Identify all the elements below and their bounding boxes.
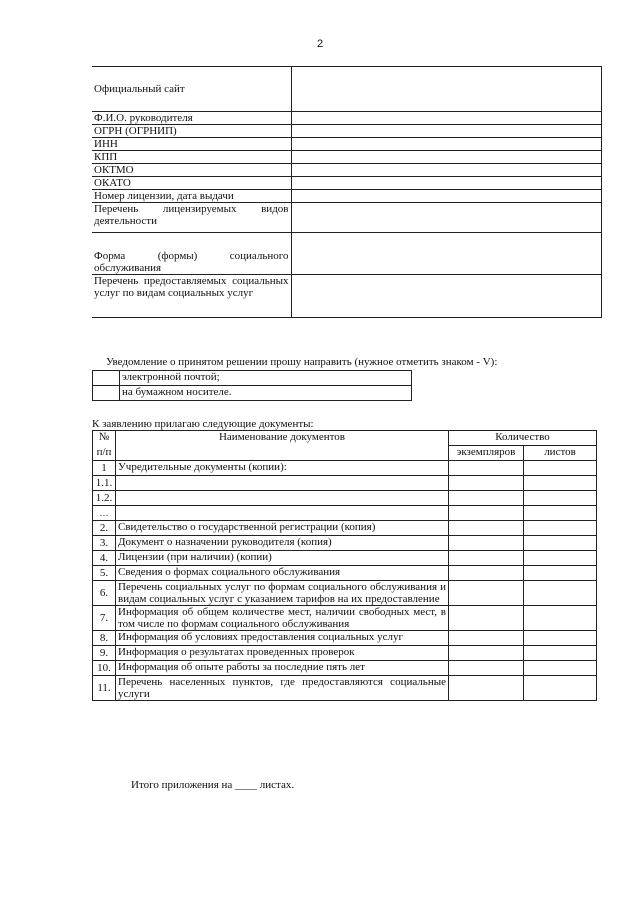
sheets-field[interactable] xyxy=(524,581,597,606)
document-name: Перечень населенных пунктов, где предоставляются социальные услуги xyxy=(116,676,449,701)
copies-field[interactable] xyxy=(449,631,524,646)
notification-instruction: Уведомление о принятом решении прошу направить (нужное отметить знаком - V): xyxy=(106,356,498,368)
row-number: 1 xyxy=(93,461,116,476)
copies-field[interactable] xyxy=(449,581,524,606)
header-num-line1: № xyxy=(93,431,116,446)
attached-documents-table xyxy=(92,430,597,701)
info-label-ogrn: ОГРН (ОГРНИП) xyxy=(92,125,291,138)
document-row-9 xyxy=(93,646,597,661)
license-field[interactable] xyxy=(291,190,601,203)
info-label-inn: ИНН xyxy=(92,138,291,151)
document-row-ellipsis xyxy=(93,506,597,521)
document-name: Информация об условиях предоставления социальных услуг xyxy=(116,631,449,646)
document-row-7 xyxy=(93,606,597,631)
document-row-1-2 xyxy=(93,491,597,506)
sheets-field[interactable] xyxy=(524,521,597,536)
attachments-total: Итого приложения на ____ листах. xyxy=(131,779,295,791)
copies-field[interactable] xyxy=(449,646,524,661)
info-row-ogrn xyxy=(92,125,601,138)
info-label-okato: ОКАТО xyxy=(92,177,291,190)
director-name-field[interactable] xyxy=(291,112,601,125)
sheets-field[interactable] xyxy=(524,661,597,676)
info-label-kpp: КПП xyxy=(92,151,291,164)
sheets-field[interactable] xyxy=(524,536,597,551)
info-row-website xyxy=(92,67,601,112)
info-label-director: Ф.И.О. руководителя xyxy=(92,112,291,125)
copies-field[interactable] xyxy=(449,491,524,506)
info-label-service-forms: Форма (формы) социального обслуживания xyxy=(92,233,291,275)
sheets-field[interactable] xyxy=(524,476,597,491)
info-row-license xyxy=(92,190,601,203)
notification-option-paper xyxy=(93,386,412,401)
row-number: 9. xyxy=(93,646,116,661)
document-row-4 xyxy=(93,551,597,566)
sheets-field[interactable] xyxy=(524,506,597,521)
document-row-5 xyxy=(93,566,597,581)
row-number: 8. xyxy=(93,631,116,646)
page-number: 2 xyxy=(316,38,324,50)
document-name: Свидетельство о государственной регистрации (копия) xyxy=(116,521,449,536)
organization-info-table xyxy=(92,66,602,318)
copies-field[interactable] xyxy=(449,521,524,536)
paper-option-checkbox[interactable] xyxy=(93,386,120,401)
info-row-okato xyxy=(92,177,601,190)
info-row-director xyxy=(92,112,601,125)
row-number: 5. xyxy=(93,566,116,581)
document-name: Перечень социальных услуг по формам социального обслуживания и видам социальных услуг с указанием тарифов на их предоставление xyxy=(116,581,449,606)
okato-field[interactable] xyxy=(291,177,601,190)
sheets-field[interactable] xyxy=(524,676,597,701)
document-name-field[interactable] xyxy=(116,476,449,491)
info-row-licensed-activities xyxy=(92,203,601,233)
row-number: … xyxy=(93,506,116,521)
row-number: 6. xyxy=(93,581,116,606)
copies-field[interactable] xyxy=(449,476,524,491)
copies-field[interactable] xyxy=(449,536,524,551)
row-number: 1.1. xyxy=(93,476,116,491)
document-name-field[interactable] xyxy=(116,506,449,521)
info-label-website: Официальный сайт xyxy=(92,67,291,112)
copies-field[interactable] xyxy=(449,606,524,631)
copies-field[interactable] xyxy=(449,676,524,701)
document-name-field[interactable] xyxy=(116,491,449,506)
sheets-field[interactable] xyxy=(524,606,597,631)
copies-field[interactable] xyxy=(449,506,524,521)
info-label-licensed-activities: Перечень лицензируемых видов деятельности xyxy=(92,203,291,233)
inn-field[interactable] xyxy=(291,138,601,151)
document-name: Информация об общем количестве мест, наличии свободных мест, в том числе по формам социального обслуживания xyxy=(116,606,449,631)
info-row-inn xyxy=(92,138,601,151)
info-label-services-list: Перечень предоставляемых социальных услуг по видам социальных услуг xyxy=(92,275,291,318)
header-document-name: Наименование документов xyxy=(116,431,449,461)
info-row-oktmo xyxy=(92,164,601,177)
notification-options-table xyxy=(92,370,412,401)
document-row-3 xyxy=(93,536,597,551)
licensed-activities-field[interactable] xyxy=(291,203,601,233)
document-row-10 xyxy=(93,661,597,676)
document-row-6 xyxy=(93,581,597,606)
sheets-field[interactable] xyxy=(524,566,597,581)
document-row-2 xyxy=(93,521,597,536)
document-row-11 xyxy=(93,676,597,701)
header-copies: экземпляров xyxy=(449,446,524,461)
ogrn-field[interactable] xyxy=(291,125,601,138)
copies-field[interactable] xyxy=(449,461,524,476)
info-label-license: Номер лицензии, дата выдачи xyxy=(92,190,291,203)
document-name: Информация о результатах проведенных проверок xyxy=(116,646,449,661)
document-row-1 xyxy=(93,461,597,476)
documents-header-row-1 xyxy=(93,431,597,446)
row-number: 7. xyxy=(93,606,116,631)
services-list-field[interactable] xyxy=(291,275,601,318)
document-row-1-1 xyxy=(93,476,597,491)
copies-field[interactable] xyxy=(449,551,524,566)
row-number: 2. xyxy=(93,521,116,536)
service-forms-field[interactable] xyxy=(291,233,601,275)
oktmo-field[interactable] xyxy=(291,164,601,177)
kpp-field[interactable] xyxy=(291,151,601,164)
document-name: Учредительные документы (копии): xyxy=(116,461,449,476)
header-quantity: Количество xyxy=(449,431,597,446)
sheets-field[interactable] xyxy=(524,461,597,476)
documents-intro: К заявлению прилагаю следующие документы: xyxy=(92,418,314,430)
row-number: 3. xyxy=(93,536,116,551)
info-label-oktmo: ОКТМО xyxy=(92,164,291,177)
email-option-checkbox[interactable] xyxy=(93,371,120,386)
document-name: Сведения о формах социального обслуживания xyxy=(116,566,449,581)
notification-option-email xyxy=(93,371,412,386)
row-number: 4. xyxy=(93,551,116,566)
copies-field[interactable] xyxy=(449,661,524,676)
website-field[interactable] xyxy=(291,67,601,112)
sheets-field[interactable] xyxy=(524,551,597,566)
copies-field[interactable] xyxy=(449,566,524,581)
document-name: Документ о назначении руководителя (копия) xyxy=(116,536,449,551)
email-option-label: электронной почтой; xyxy=(120,371,412,386)
sheets-field[interactable] xyxy=(524,491,597,506)
sheets-field[interactable] xyxy=(524,631,597,646)
info-row-service-forms xyxy=(92,233,601,275)
document-name: Информация об опыте работы за последние пять лет xyxy=(116,661,449,676)
paper-option-label: на бумажном носителе. xyxy=(120,386,412,401)
info-row-services-list xyxy=(92,275,601,318)
sheets-field[interactable] xyxy=(524,646,597,661)
document-name: Лицензии (при наличии) (копии) xyxy=(116,551,449,566)
header-num-line2: п/п xyxy=(93,446,116,461)
header-sheets: листов xyxy=(524,446,597,461)
row-number: 10. xyxy=(93,661,116,676)
info-row-kpp xyxy=(92,151,601,164)
document-row-8 xyxy=(93,631,597,646)
row-number: 11. xyxy=(93,676,116,701)
row-number: 1.2. xyxy=(93,491,116,506)
